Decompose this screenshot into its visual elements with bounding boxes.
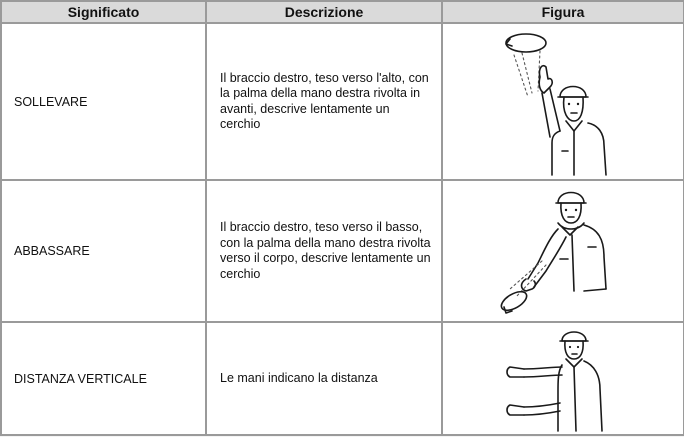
description-cell: Le mani indicano la distanza xyxy=(206,322,442,435)
meaning-cell: ABBASSARE xyxy=(1,180,206,322)
table-row xyxy=(1,322,684,435)
meaning-cell: SOLLEVARE xyxy=(1,23,206,180)
header-description: Descrizione xyxy=(206,1,442,23)
worker-hands-vertical-distance-icon xyxy=(488,325,638,433)
description-cell: Il braccio destro, teso verso il basso, con la palma della mano destra rivolta verso il corpo, descrive lentamente un cerchio xyxy=(206,180,442,322)
worker-arm-raised-circling-icon xyxy=(488,27,638,177)
description-cell: Il braccio destro, teso verso l'alto, con la palma della mano destra rivolta in avanti, descrive lentamente un cerchio xyxy=(206,23,442,180)
figure-cell xyxy=(442,23,684,180)
meaning-cell: DISTANZA VERTICALE xyxy=(1,322,206,435)
header-figure: Figura xyxy=(442,1,684,23)
table-row xyxy=(1,23,684,180)
table-row xyxy=(1,180,684,322)
worker-arm-lowered-circling-icon xyxy=(488,183,638,319)
header-meaning: Significato xyxy=(1,1,206,23)
header-row xyxy=(1,1,684,23)
figure-cell xyxy=(442,322,684,435)
figure-cell xyxy=(442,180,684,322)
